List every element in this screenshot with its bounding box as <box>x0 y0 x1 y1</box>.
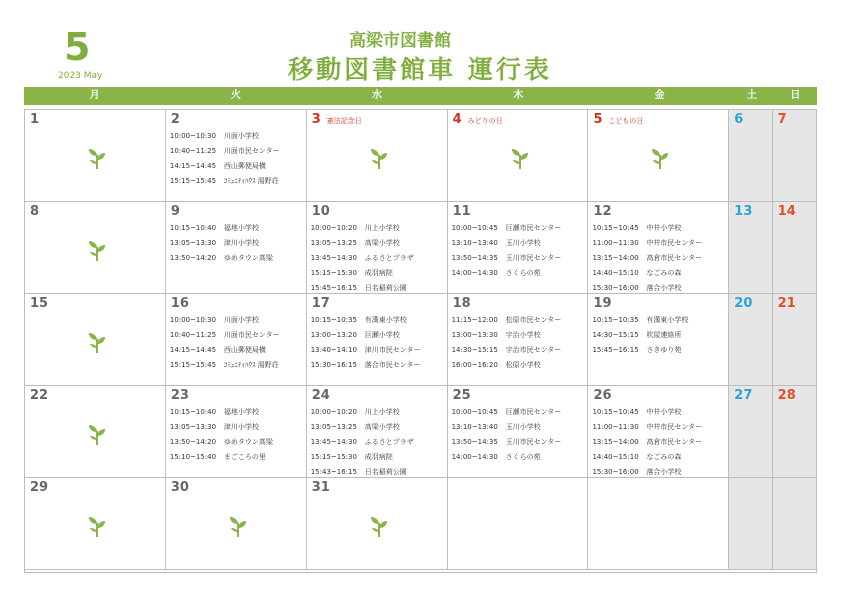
schedule-item <box>311 405 445 420</box>
day-cell-fri <box>588 294 729 386</box>
day-number: 14 <box>777 204 796 219</box>
day-cell-mon <box>25 202 166 294</box>
day-cell-fri <box>588 386 729 478</box>
schedule-time: 10:40~11:25 <box>169 331 217 339</box>
organization-name: 高梁市図書館 <box>349 31 451 51</box>
day-number: 5 <box>593 112 603 127</box>
day-number: 9 <box>170 204 180 219</box>
schedule-item <box>170 129 304 144</box>
schedule-item <box>170 420 304 435</box>
week-row <box>25 478 816 570</box>
day-number: 15 <box>30 296 49 311</box>
header <box>0 0 841 86</box>
schedule-place: 川面市民センター <box>223 331 280 339</box>
day-cell-mon <box>25 110 166 202</box>
schedule-item <box>311 435 445 450</box>
schedule-item <box>170 159 304 174</box>
schedule-item <box>170 236 304 251</box>
schedule-time: 10:40~11:25 <box>169 147 217 155</box>
schedule-time: 13:15~14:00 <box>592 438 639 446</box>
schedule-time: 15:15~15:45 <box>169 177 217 185</box>
day-number: 12 <box>593 204 612 219</box>
day-number: 18 <box>452 296 471 311</box>
week-row <box>25 202 816 294</box>
day-cell-mon <box>25 386 166 478</box>
week-row <box>25 294 816 386</box>
schedule-list <box>452 221 586 281</box>
schedule-time: 14:15~14:45 <box>169 346 217 354</box>
schedule-place: 中井小学校 <box>646 408 682 416</box>
day-cell-tue <box>166 110 307 202</box>
schedule-item <box>452 221 586 236</box>
day-number: 6 <box>734 112 744 127</box>
schedule-place: 落合小学校 <box>646 468 682 476</box>
month-number: 5 <box>64 25 91 69</box>
day-cell-thu <box>448 478 589 570</box>
day-cell-sun <box>773 386 816 478</box>
day-cell-fri <box>588 202 729 294</box>
sprout-icon <box>228 514 248 538</box>
day-cell-fri <box>588 478 729 570</box>
schedule-item <box>311 221 445 236</box>
schedule-place: 松原小学校 <box>505 361 541 369</box>
day-cell-wed <box>307 202 448 294</box>
schedule-place: 高梁小学校 <box>364 423 400 431</box>
day-cell-wed <box>307 386 448 478</box>
weekday-header <box>24 87 817 105</box>
weekday-tue: 火 <box>230 90 241 101</box>
day-number: 22 <box>30 388 49 403</box>
schedule-time: 14:30~15:15 <box>592 331 639 339</box>
day-cell-sat <box>729 386 772 478</box>
schedule-time: 14:00~14:30 <box>451 269 498 277</box>
page-title: 移動図書館車 運行表 <box>288 55 552 84</box>
weekday-wed: 水 <box>372 90 383 101</box>
schedule-item <box>170 328 304 343</box>
schedule-item <box>311 251 445 266</box>
day-cell-sun <box>773 478 816 570</box>
schedule-time: 15:10~15:40 <box>169 453 217 461</box>
schedule-item <box>592 328 726 343</box>
schedule-place: 高梁小学校 <box>364 239 400 247</box>
schedule-item <box>452 435 586 450</box>
schedule-place: 津川小学校 <box>223 423 259 431</box>
day-number: 1 <box>30 112 40 127</box>
schedule-time: 13:05~13:25 <box>310 239 357 247</box>
schedule-item <box>311 358 445 373</box>
day-cell-sat <box>729 294 772 386</box>
schedule-time: 15:15~15:30 <box>310 453 357 461</box>
weekday-fri: 金 <box>654 90 665 101</box>
day-cell-sat <box>729 478 772 570</box>
day-number: 7 <box>777 112 787 127</box>
schedule-place: 玉川小学校 <box>505 423 541 431</box>
schedule-time: 13:05~13:30 <box>169 423 217 431</box>
schedule-place: さきゆり苑 <box>646 346 682 354</box>
day-number: 20 <box>734 296 753 311</box>
schedule-item <box>452 251 586 266</box>
schedule-item <box>311 236 445 251</box>
day-number: 10 <box>311 204 330 219</box>
schedule-place: なごみの森 <box>646 453 682 461</box>
schedule-time: 16:00~16:20 <box>451 361 498 369</box>
schedule-time: 14:40~15:10 <box>592 269 639 277</box>
schedule-place: 松原市民センター <box>505 316 562 324</box>
schedule-item <box>592 251 726 266</box>
sprout-icon <box>87 514 107 538</box>
schedule-list <box>311 405 445 478</box>
schedule-item <box>452 343 586 358</box>
schedule-time: 13:05~13:30 <box>169 239 217 247</box>
schedule-place: 日名稲荷公園 <box>364 284 407 292</box>
schedule-list <box>592 221 726 294</box>
schedule-place: 有漢東小学校 <box>646 316 689 324</box>
schedule-item <box>170 174 304 189</box>
schedule-item <box>170 221 304 236</box>
calendar-grid <box>24 109 817 573</box>
schedule-place: 川上小学校 <box>364 224 400 232</box>
schedule-item <box>170 313 304 328</box>
schedule-place: 川面小学校 <box>223 316 259 324</box>
schedule-time: 15:45~16:15 <box>592 346 639 354</box>
schedule-place: 福地小学校 <box>223 408 259 416</box>
schedule-time: 14:15~14:45 <box>169 162 217 170</box>
holiday-label: こどもの日 <box>608 117 644 125</box>
day-cell-tue <box>166 202 307 294</box>
schedule-place: 津川市民センター <box>364 346 421 354</box>
schedule-time: 13:50~14:35 <box>451 254 498 262</box>
day-cell-tue <box>166 478 307 570</box>
schedule-time: 10:00~10:45 <box>451 224 498 232</box>
schedule-item <box>311 343 445 358</box>
schedule-item <box>170 435 304 450</box>
schedule-item <box>311 328 445 343</box>
schedule-place: 宇治小学校 <box>505 331 541 339</box>
schedule-item <box>592 435 726 450</box>
schedule-time: 13:10~13:40 <box>451 239 498 247</box>
schedule-place: 西山郵便局横 <box>223 346 266 354</box>
schedule-item <box>452 328 586 343</box>
schedule-item <box>592 221 726 236</box>
day-number: 2 <box>170 112 180 127</box>
schedule-time: 14:40~15:10 <box>592 453 639 461</box>
calendar <box>24 87 817 573</box>
day-number: 13 <box>734 204 753 219</box>
schedule-item <box>170 144 304 159</box>
schedule-place: ふるさとプラザ <box>364 438 414 446</box>
schedule-place: なごみの森 <box>646 269 682 277</box>
weekday-mon: 月 <box>89 90 100 101</box>
schedule-time: 15:30~16:00 <box>592 284 639 292</box>
schedule-place: 宇治市民センター <box>505 346 562 354</box>
schedule-place: 落合小学校 <box>646 284 682 292</box>
schedule-place: ふるさとプラザ <box>364 254 414 262</box>
schedule-place: 西山郵便局横 <box>223 162 266 170</box>
schedule-place: 成羽病院 <box>364 453 393 461</box>
day-number: 27 <box>734 388 753 403</box>
day-cell-thu <box>448 202 589 294</box>
schedule-item <box>592 420 726 435</box>
schedule-item <box>311 450 445 465</box>
schedule-item <box>170 405 304 420</box>
day-cell-sat <box>729 202 772 294</box>
schedule-place: 津川小学校 <box>223 239 259 247</box>
weekday-sat: 土 <box>746 90 757 101</box>
schedule-list <box>452 313 586 373</box>
schedule-place: 高倉市民センター <box>646 254 703 262</box>
schedule-list <box>311 221 445 294</box>
sprout-icon <box>369 146 389 170</box>
schedule-time: 14:30~15:15 <box>451 346 498 354</box>
schedule-time: 13:50~14:20 <box>169 438 217 446</box>
schedule-item <box>592 343 726 358</box>
day-number: 30 <box>170 480 189 495</box>
day-cell-wed <box>307 110 448 202</box>
day-cell-sun <box>773 110 816 202</box>
week-row <box>25 386 816 478</box>
schedule-place: さくらの苑 <box>505 269 541 277</box>
schedule-item <box>592 465 726 478</box>
schedule-item <box>311 266 445 281</box>
schedule-time: 10:15~10:35 <box>310 316 357 324</box>
schedule-time: 15:15~15:45 <box>169 361 217 369</box>
schedule-place: 成羽病院 <box>364 269 393 277</box>
schedule-place: さくらの苑 <box>505 453 541 461</box>
day-cell-sun <box>773 294 816 386</box>
schedule-time: 13:00~13:20 <box>310 331 357 339</box>
holiday-label: 憲法記念日 <box>326 117 362 125</box>
schedule-list <box>311 313 445 373</box>
sprout-icon <box>87 146 107 170</box>
week-row <box>25 110 816 202</box>
schedule-item <box>592 405 726 420</box>
schedule-item <box>311 281 445 294</box>
day-number: 31 <box>311 480 330 495</box>
day-number: 25 <box>452 388 471 403</box>
schedule-list <box>170 129 304 189</box>
sprout-icon <box>87 422 107 446</box>
day-cell-thu <box>448 110 589 202</box>
schedule-place: ゆめタウン高梁 <box>223 254 273 262</box>
schedule-time: 10:15~10:45 <box>592 408 639 416</box>
schedule-time: 13:45~14:30 <box>310 254 357 262</box>
schedule-time: 15:30~16:00 <box>592 468 639 476</box>
day-cell-wed <box>307 294 448 386</box>
schedule-place: 川面市民センター <box>223 147 280 155</box>
schedule-list <box>592 405 726 478</box>
schedule-time: 11:00~11:30 <box>592 239 639 247</box>
schedule-place: 福地小学校 <box>223 224 259 232</box>
schedule-item <box>592 450 726 465</box>
day-cell-mon <box>25 294 166 386</box>
schedule-time: 13:50~14:20 <box>169 254 217 262</box>
sprout-icon <box>510 146 530 170</box>
schedule-item <box>592 266 726 281</box>
schedule-time: 10:00~10:30 <box>169 132 217 140</box>
day-number: 19 <box>593 296 612 311</box>
schedule-item <box>592 236 726 251</box>
schedule-time: 10:15~10:40 <box>169 408 217 416</box>
schedule-item <box>170 343 304 358</box>
schedule-time: 14:00~14:30 <box>451 453 498 461</box>
day-cell-wed <box>307 478 448 570</box>
schedule-place: まごころの里 <box>223 453 266 461</box>
schedule-item <box>311 465 445 478</box>
schedule-time: 13:10~13:40 <box>451 423 498 431</box>
day-number: 11 <box>452 204 471 219</box>
day-number: 16 <box>170 296 189 311</box>
schedule-place: 巨瀬市民センター <box>505 408 562 416</box>
day-cell-fri <box>588 110 729 202</box>
schedule-place: 有漢東小学校 <box>364 316 407 324</box>
schedule-time: 15:30~16:15 <box>310 361 357 369</box>
schedule-place: 玉川市民センター <box>505 254 562 262</box>
schedule-item <box>452 236 586 251</box>
schedule-time: 15:45~16:15 <box>310 284 357 292</box>
schedule-list <box>170 221 304 266</box>
schedule-place: ｺﾐｭﾆﾃｨﾊｳｽ 湯野荘 <box>223 177 279 185</box>
schedule-place: 巨瀬小学校 <box>364 331 400 339</box>
day-cell-thu <box>448 386 589 478</box>
sprout-icon <box>87 330 107 354</box>
schedule-place: 玉川小学校 <box>505 239 541 247</box>
schedule-place: 吹屋連絡所 <box>646 331 682 339</box>
sprout-icon <box>650 146 670 170</box>
schedule-time: 13:40~14:10 <box>310 346 357 354</box>
schedule-place: 川上小学校 <box>364 408 400 416</box>
day-number: 26 <box>593 388 612 403</box>
weekday-thu: 木 <box>513 90 524 101</box>
schedule-place: ｺﾐｭﾆﾃｨﾊｳｽ 湯野荘 <box>223 361 279 369</box>
schedule-list <box>592 313 726 358</box>
schedule-item <box>452 266 586 281</box>
day-number: 3 <box>311 112 321 127</box>
day-cell-sun <box>773 202 816 294</box>
schedule-item <box>311 420 445 435</box>
schedule-place: 中井小学校 <box>646 224 682 232</box>
schedule-time: 11:00~11:30 <box>592 423 639 431</box>
schedule-time: 13:05~13:25 <box>310 423 357 431</box>
schedule-time: 15:43~16:15 <box>310 468 357 476</box>
schedule-list <box>170 405 304 465</box>
day-number: 17 <box>311 296 330 311</box>
schedule-place: 中井市民センター <box>646 423 703 431</box>
schedule-place: 川面小学校 <box>223 132 259 140</box>
schedule-item <box>170 450 304 465</box>
schedule-list <box>170 313 304 373</box>
day-cell-thu <box>448 294 589 386</box>
schedule-item <box>452 358 586 373</box>
sprout-icon <box>87 238 107 262</box>
schedule-time: 13:15~14:00 <box>592 254 639 262</box>
holiday-label: みどりの日 <box>467 117 503 125</box>
day-cell-tue <box>166 294 307 386</box>
schedule-time: 10:15~10:45 <box>592 224 639 232</box>
schedule-item <box>452 450 586 465</box>
schedule-time: 10:00~10:45 <box>451 408 498 416</box>
schedule-place: ゆめタウン高梁 <box>223 438 273 446</box>
schedule-place: 玉川市民センター <box>505 438 562 446</box>
schedule-item <box>452 405 586 420</box>
schedule-time: 11:15~12:00 <box>451 316 498 324</box>
schedule-item <box>592 281 726 294</box>
day-number: 29 <box>30 480 49 495</box>
weekday-sun: 日 <box>790 90 801 101</box>
schedule-place: 高倉市民センター <box>646 438 703 446</box>
day-number: 24 <box>311 388 330 403</box>
month-subtitle: 2023 May <box>58 71 103 81</box>
schedule-item <box>452 313 586 328</box>
schedule-list <box>452 405 586 465</box>
schedule-item <box>170 358 304 373</box>
schedule-item <box>452 420 586 435</box>
day-number: 28 <box>777 388 796 403</box>
schedule-time: 10:15~10:35 <box>592 316 639 324</box>
schedule-time: 13:45~14:30 <box>310 438 357 446</box>
schedule-time: 10:00~10:30 <box>169 316 217 324</box>
schedule-time: 13:50~14:35 <box>451 438 498 446</box>
schedule-time: 15:15~15:30 <box>310 269 357 277</box>
schedule-time: 10:15~10:40 <box>169 224 217 232</box>
schedule-item <box>592 313 726 328</box>
sprout-icon <box>369 514 389 538</box>
day-number: 23 <box>170 388 189 403</box>
day-cell-tue <box>166 386 307 478</box>
day-number: 21 <box>777 296 796 311</box>
schedule-place: 落合市民センター <box>364 361 421 369</box>
schedule-time: 10:00~10:20 <box>310 224 357 232</box>
day-number: 4 <box>452 112 462 127</box>
schedule-item <box>170 251 304 266</box>
schedule-time: 10:00~10:20 <box>310 408 357 416</box>
schedule-time: 13:00~13:30 <box>451 331 498 339</box>
schedule-place: 日名稲荷公園 <box>364 468 407 476</box>
day-number: 8 <box>30 204 40 219</box>
schedule-place: 巨瀬市民センター <box>505 224 562 232</box>
day-cell-sat <box>729 110 772 202</box>
schedule-item <box>311 313 445 328</box>
schedule-place: 中井市民センター <box>646 239 703 247</box>
day-cell-mon <box>25 478 166 570</box>
